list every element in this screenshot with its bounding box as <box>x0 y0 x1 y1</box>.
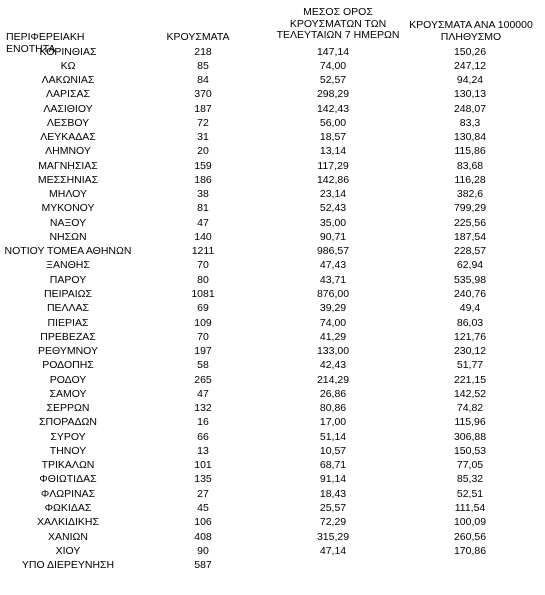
cases-cell: 70 <box>197 330 209 343</box>
per-100k-cell: 83,3 <box>459 116 481 129</box>
cases-cell: 72 <box>197 116 209 129</box>
cases-cell: 186 <box>194 173 212 186</box>
per-100k-cell: 94,24 <box>456 74 484 87</box>
region-cell: ΡΕΘΥΜΝΟΥ <box>37 345 98 358</box>
region-cell: ΧΑΝΙΩΝ <box>48 530 88 543</box>
region-cell: ΠΕΙΡΑΙΩΣ <box>44 288 92 301</box>
region-cell: ΤΡΙΚΑΛΩΝ <box>41 459 95 472</box>
cases-cell: 84 <box>197 74 209 87</box>
avg-cell: 39,29 <box>319 302 347 315</box>
avg-cell: 142,43 <box>316 102 350 115</box>
per-100k-cell: 170,86 <box>453 544 487 557</box>
avg-cell: 133,00 <box>316 345 350 358</box>
per-100k-cell: 130,84 <box>453 131 487 144</box>
table-row <box>0 230 545 244</box>
per-100k-cell: 85,32 <box>456 473 484 486</box>
avg-cell: 47,43 <box>319 259 347 272</box>
region-cell: ΦΛΩΡΙΝΑΣ <box>40 487 96 500</box>
per-100k-cell: 799,29 <box>453 202 487 215</box>
table-row <box>0 87 545 101</box>
table-row <box>0 45 545 59</box>
table-row <box>0 530 545 544</box>
table-row <box>0 415 545 429</box>
region-cell: ΞΑΝΘΗΣ <box>46 259 90 272</box>
cases-cell: 159 <box>194 159 212 172</box>
per-100k-cell: 121,76 <box>453 330 487 343</box>
per-100k-cell: 74,82 <box>456 402 484 415</box>
cases-cell: 81 <box>197 202 209 215</box>
table-row <box>0 144 545 158</box>
region-cell: ΠΕΛΛΑΣ <box>46 302 90 315</box>
table-row <box>0 501 545 515</box>
avg-cell: 23,14 <box>319 188 347 201</box>
per-100k-cell: 306,88 <box>453 430 487 443</box>
per-100k-cell: 535,98 <box>453 273 487 286</box>
cases-cell: 47 <box>197 387 209 400</box>
table-row <box>0 159 545 173</box>
table-row <box>0 387 545 401</box>
avg-cell: 90,71 <box>319 230 347 243</box>
cases-cell: 69 <box>197 302 209 315</box>
per-100k-cell: 230,12 <box>453 345 487 358</box>
table-row <box>0 472 545 486</box>
region-cell: ΜΕΣΣΗΝΙΑΣ <box>37 173 99 186</box>
cases-cell: 13 <box>197 444 209 457</box>
header-avg-line-1: ΜΕΣΟΣ ΟΡΟΣ <box>303 6 373 18</box>
avg-cell: 74,00 <box>319 316 347 329</box>
per-100k-cell: 49,4 <box>459 302 481 315</box>
table-row <box>0 430 545 444</box>
table-row <box>0 116 545 130</box>
table-body <box>0 45 545 573</box>
per-100k-cell: 228,57 <box>453 245 487 258</box>
cases-cell: 101 <box>194 459 212 472</box>
cases-cell: 90 <box>197 544 209 557</box>
region-cell: ΧΙΟΥ <box>55 544 81 557</box>
per-100k-cell: 247,12 <box>453 59 487 72</box>
per-100k-cell: 260,56 <box>453 530 487 543</box>
per-100k-cell: 100,09 <box>453 516 487 529</box>
cases-cell: 135 <box>194 473 212 486</box>
header-avg-line-3: ΤΕΛΕΥΤΑΙΩΝ 7 ΗΜΕΡΩΝ <box>276 29 400 41</box>
table-row <box>0 330 545 344</box>
region-cell: ΦΘΙΩΤΙΔΑΣ <box>39 473 97 486</box>
avg-cell: 91,14 <box>319 473 347 486</box>
avg-cell: 56,00 <box>319 116 347 129</box>
per-100k-cell: 150,53 <box>453 444 487 457</box>
cases-cell: 20 <box>197 145 209 158</box>
per-100k-cell: 130,13 <box>453 88 487 101</box>
avg-cell: 13,14 <box>319 145 347 158</box>
avg-cell: 51,14 <box>319 430 347 443</box>
table-row <box>0 187 545 201</box>
region-cell: ΣΠΟΡΑΔΩΝ <box>39 416 97 429</box>
avg-cell: 10,57 <box>319 444 347 457</box>
avg-cell: 72,29 <box>319 516 347 529</box>
per-100k-cell: 62,94 <box>456 259 484 272</box>
table-row <box>0 458 545 472</box>
table-row <box>0 344 545 358</box>
table-row <box>0 59 545 73</box>
avg-cell: 18,57 <box>319 131 347 144</box>
cases-cell: 58 <box>197 359 209 372</box>
avg-cell: 68,71 <box>319 459 347 472</box>
table-row <box>0 515 545 529</box>
table-row <box>0 287 545 301</box>
table-row <box>0 558 545 572</box>
avg-cell: 117,29 <box>317 159 349 172</box>
table-row <box>0 301 545 315</box>
avg-cell: 298,29 <box>316 88 350 101</box>
per-100k-cell: 111,54 <box>454 502 486 514</box>
cases-cell: 1081 <box>191 288 215 301</box>
header-cases: ΚΡΟΥΣΜΑΤΑ <box>166 31 230 43</box>
table-row <box>0 487 545 501</box>
region-cell: ΣΑΜΟΥ <box>49 387 87 400</box>
header-per-line-1: ΚΡΟΥΣΜΑΤΑ ΑΝΑ 100000 <box>409 19 533 31</box>
cases-cell: 38 <box>197 188 209 201</box>
table-row <box>0 444 545 458</box>
per-100k-cell: 51,77 <box>456 359 484 372</box>
cases-cell: 106 <box>194 516 212 529</box>
avg-cell: 43,71 <box>319 273 347 286</box>
cases-cell: 66 <box>197 430 209 443</box>
avg-cell: 876,00 <box>316 288 350 301</box>
table-row <box>0 258 545 272</box>
header-per-line-2: ΠΛΗΘΥΣΜΟ <box>440 30 502 43</box>
region-cell: ΡΟΔΟΠΗΣ <box>42 359 94 372</box>
per-100k-cell: 116,28 <box>454 173 486 186</box>
cases-cell: 197 <box>194 345 212 358</box>
table-row <box>0 173 545 187</box>
avg-cell: 80,86 <box>319 402 347 415</box>
header-per-100k <box>400 20 542 43</box>
cases-cell: 132 <box>194 402 212 415</box>
cases-cell: 27 <box>197 487 209 500</box>
cases-cell: 587 <box>194 559 212 572</box>
cases-cell: 70 <box>197 259 209 272</box>
per-100k-cell: 83,68 <box>456 159 484 172</box>
table-row <box>0 244 545 258</box>
cases-cell: 218 <box>194 45 212 58</box>
region-cell: ΛΑΚΩΝΙΑΣ <box>41 74 95 87</box>
cases-cell: 31 <box>197 131 209 144</box>
table-row <box>0 544 545 558</box>
cases-cell: 187 <box>194 102 212 115</box>
region-cell: ΣΕΡΡΩΝ <box>46 402 90 415</box>
table-row <box>0 358 545 372</box>
per-100k-cell: 221,15 <box>453 373 487 386</box>
table-row <box>0 401 545 415</box>
avg-cell: 42,43 <box>319 359 347 372</box>
table-row <box>0 373 545 387</box>
region-cell: ΝΟΤΙΟΥ ΤΟΜΕΑ ΑΘΗΝΩΝ <box>4 245 132 258</box>
region-cell: ΜΗΛΟΥ <box>49 188 87 201</box>
region-cell: ΡΟΔΟΥ <box>49 373 87 386</box>
per-100k-cell: 142,52 <box>453 387 487 400</box>
table-row <box>0 73 545 87</box>
avg-cell: 52,43 <box>319 202 347 215</box>
region-cell: ΛΕΥΚΑΔΑΣ <box>40 131 96 144</box>
avg-cell: 52,57 <box>319 74 347 87</box>
avg-cell: 25,57 <box>319 502 347 514</box>
per-100k-cell: 115,86 <box>454 145 486 158</box>
region-cell: ΛΗΜΝΟΥ <box>45 145 91 158</box>
region-cell: ΜΑΓΝΗΣΙΑΣ <box>38 159 98 172</box>
region-cell: ΛΑΡΙΣΑΣ <box>46 88 90 101</box>
per-100k-cell: 150,26 <box>453 45 487 58</box>
per-100k-cell: 382,6 <box>456 188 484 201</box>
region-cell: ΠΙΕΡΙΑΣ <box>47 316 89 329</box>
per-100k-cell: 187,54 <box>453 230 487 243</box>
cases-cell: 47 <box>197 216 209 229</box>
cases-cell: 85 <box>197 59 209 72</box>
cases-cell: 109 <box>194 316 212 329</box>
per-100k-cell: 248,07 <box>453 102 487 115</box>
region-cell: ΦΩΚΙΔΑΣ <box>44 502 92 514</box>
avg-cell: 986,57 <box>316 245 350 258</box>
table-row <box>0 102 545 116</box>
region-cell: ΚΩ <box>60 59 76 72</box>
avg-cell: 74,00 <box>319 59 347 72</box>
region-cell: ΥΠΟ ΔΙΕΡΕΥΝΗΣΗ <box>21 559 115 572</box>
table-row <box>0 130 545 144</box>
cases-cell: 16 <box>197 416 209 429</box>
per-100k-cell: 225,56 <box>453 216 487 229</box>
cases-cell: 140 <box>194 230 212 243</box>
avg-cell: 18,43 <box>319 487 347 500</box>
header-region: ΠΕΡΙΦΕΡΕΙΑΚΗ ΕΝΟΤΗΤΑ <box>6 31 85 55</box>
region-cell: ΜΥΚΟΝΟΥ <box>41 202 95 215</box>
region-cell: ΚΟΡΙΝΘΙΑΣ <box>39 45 97 58</box>
cases-cell: 370 <box>194 88 212 101</box>
region-cell: ΠΡΕΒΕΖΑΣ <box>40 330 96 343</box>
table-row <box>0 316 545 330</box>
cases-cell: 80 <box>197 273 209 286</box>
avg-cell: 41,29 <box>319 330 347 343</box>
table-row <box>0 273 545 287</box>
avg-cell: 35,00 <box>319 216 347 229</box>
avg-cell: 17,00 <box>319 416 347 429</box>
region-cell: ΧΑΛΚΙΔΙΚΗΣ <box>37 516 99 529</box>
per-100k-cell: 115,96 <box>454 416 486 429</box>
header-avg-7days <box>268 7 408 42</box>
region-cell: ΝΑΞΟΥ <box>49 216 87 229</box>
table-row <box>0 216 545 230</box>
region-cell: ΣΥΡΟΥ <box>50 430 86 443</box>
cases-cell: 45 <box>197 502 209 514</box>
avg-cell: 315,29 <box>316 530 350 543</box>
avg-cell: 142,86 <box>316 173 350 186</box>
per-100k-cell: 86,03 <box>456 316 484 329</box>
region-cell: ΛΕΣΒΟΥ <box>46 116 90 129</box>
table-row <box>0 201 545 215</box>
per-100k-cell: 52,51 <box>456 487 484 500</box>
region-cell: ΤΗΝΟΥ <box>49 444 87 457</box>
region-cell: ΝΗΣΩΝ <box>49 230 87 243</box>
cases-cell: 1211 <box>191 245 215 258</box>
avg-cell: 147,14 <box>316 45 350 58</box>
region-cell: ΠΑΡΟΥ <box>49 273 87 286</box>
cases-cell: 408 <box>194 530 212 543</box>
per-100k-cell: 240,76 <box>453 288 487 301</box>
header-avg-line-2: ΚΡΟΥΣΜΑΤΩΝ ΤΩΝ <box>289 17 387 30</box>
avg-cell: 26,86 <box>319 387 347 400</box>
avg-cell: 47,14 <box>319 544 347 557</box>
avg-cell: 214,29 <box>316 373 350 386</box>
cases-cell: 265 <box>194 373 212 386</box>
region-cell: ΛΑΣΙΘΙΟΥ <box>43 102 93 115</box>
per-100k-cell: 77,05 <box>456 459 484 472</box>
